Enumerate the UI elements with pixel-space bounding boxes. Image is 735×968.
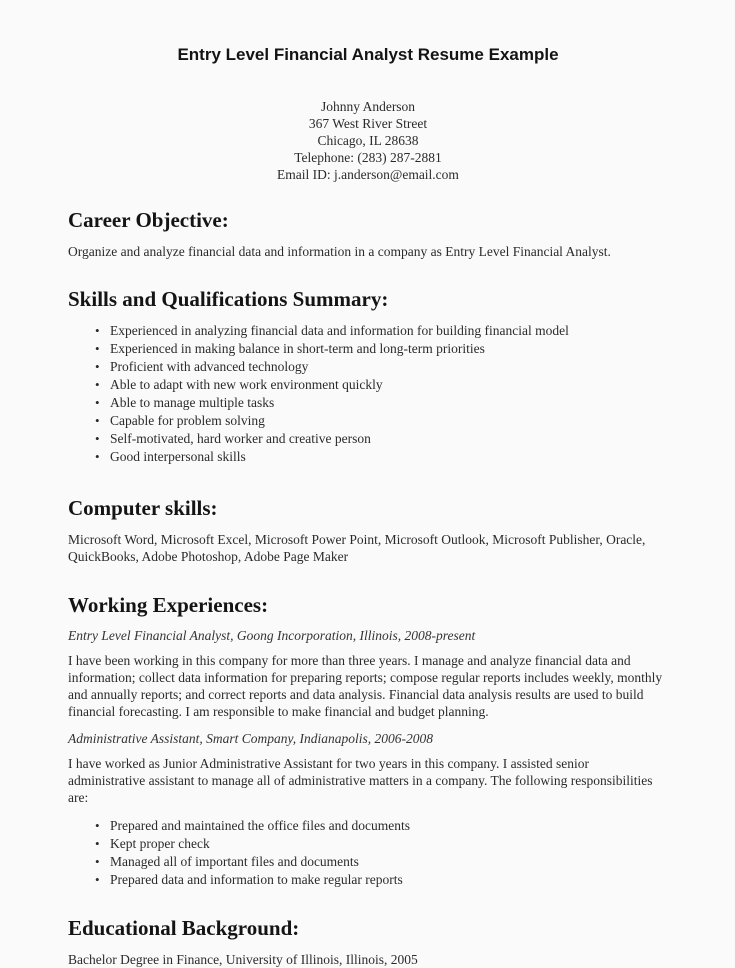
contact-block — [68, 98, 668, 183]
job-responsibilities-list — [68, 817, 668, 889]
section-skills-summary — [68, 287, 668, 466]
career-objective-text: Organize and analyze financial data and information in a company as Entry Level Financial Analyst. — [68, 244, 611, 259]
contact-address-line2: Chicago, IL 28638 — [317, 133, 419, 148]
skill-bullet-item: • Proficient with advanced technology — [95, 358, 668, 376]
skills-bullet-list — [68, 322, 668, 466]
section-computer-skills — [68, 496, 668, 565]
responsibility-item: • Kept proper check — [95, 835, 668, 853]
job-description: I have worked as Junior Administrative Assistant for two years in this company. I assisted senior administrative assistant to manage all of administrative matters in a company. The following responsibilities are: — [68, 756, 653, 805]
skill-bullet-item: • Capable for problem solving — [95, 412, 668, 430]
skill-bullet-item: • Good interpersonal skills — [95, 448, 668, 466]
responsibility-item: • Managed all of important files and documents — [95, 853, 668, 871]
skill-bullet-item: • Able to adapt with new work environment quickly — [95, 376, 668, 394]
section-career-objective — [68, 208, 668, 260]
skill-bullet-item: • Experienced in making balance in short-term and long-term priorities — [95, 340, 668, 358]
contact-telephone: Telephone: (283) 287-2881 — [294, 150, 442, 165]
responsibility-item: • Prepared data and information to make regular reports — [95, 871, 668, 889]
skill-bullet-item: • Self-motivated, hard worker and creative person — [95, 430, 668, 448]
job-title-line: Entry Level Financial Analyst, Goong Incorporation, Illinois, 2008-present — [68, 628, 476, 643]
job-title-line: Administrative Assistant, Smart Company, Indianapolis, 2006-2008 — [68, 731, 434, 746]
working-experiences-heading: Working Experiences: — [68, 593, 269, 617]
computer-skills-heading: Computer skills: — [68, 496, 218, 520]
career-objective-heading: Career Objective: — [68, 208, 229, 232]
job-description: I have been working in this company for more than three years. I manage and analyze financial data and information; collect data information for preparing reports; compose regular reports includes weekly, monthly and annually reports; and correct reports and data analysis. Financial data analysis results are used to build financial forecasting. I am responsible to make financial and budget planning. — [68, 653, 663, 719]
contact-email: Email ID: j.anderson@email.com — [277, 167, 459, 182]
page-title: Entry Level Financial Analyst Resume Example — [177, 45, 559, 64]
skills-summary-heading: Skills and Qualifications Summary: — [68, 287, 389, 311]
contact-address-line1: 367 West River Street — [308, 116, 428, 131]
education-heading: Educational Background: — [68, 916, 300, 940]
skill-bullet-item: • Experienced in analyzing financial data and information for building financial model — [95, 322, 668, 340]
contact-name: Johnny Anderson — [320, 99, 416, 114]
skill-bullet-item: • Able to manage multiple tasks — [95, 394, 668, 412]
job-entry — [68, 730, 668, 889]
job-entry — [68, 627, 668, 720]
responsibility-item: • Prepared and maintained the office files and documents — [95, 817, 668, 835]
section-education — [68, 916, 668, 968]
section-working-experiences — [68, 593, 668, 889]
computer-skills-text: Microsoft Word, Microsoft Excel, Microsoft Power Point, Microsoft Outlook, Microsoft Publisher, Oracle, QuickBooks, Adobe Photoshop, Adobe Page Maker — [68, 532, 646, 564]
education-text: Bachelor Degree in Finance, University of Illinois, Illinois, 2005 — [68, 952, 418, 967]
